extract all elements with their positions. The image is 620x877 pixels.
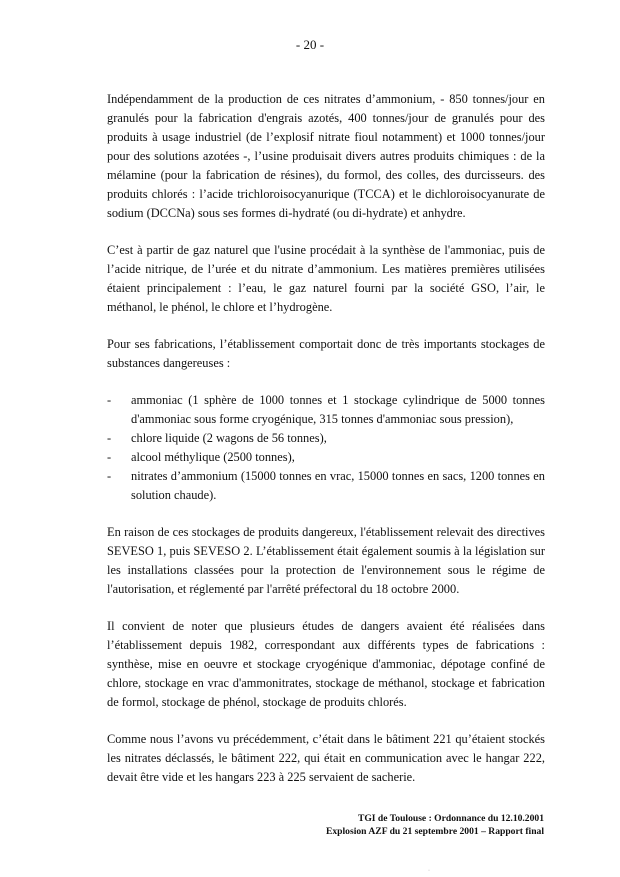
- paragraph-storage-intro: Pour ses fabrications, l’établissement comportait donc de très importants stockages de substances dangereuses :: [107, 337, 545, 370]
- paragraph-seveso: En raison de ces stockages de produits dangereux, l'établissement relevait des directives SEVESO 1, puis SEVESO 2. L’établissement était également soumis à la législation sur les installations classées pour la protection de l'environnement sous le régime de l'autorisation, et réglementé par l'arrêté préfectoral du 18 octobre 2000.: [107, 525, 545, 596]
- list-dash: -: [107, 393, 112, 407]
- paragraph-raw-materials: C’est à partir de gaz naturel que l'usine procédait à la synthèse de l'ammoniac, puis de l’acide nitrique, de l’urée et du nitrate d’ammonium. Les matières premières utilisées étaient principalement : l’eau, le gaz naturel fourni par la société GSO, l’air, le méthanol, le phénol, le chlore et l’hydrogène.: [107, 243, 545, 314]
- list-item-text: chlore liquide (2 wagons de 56 tonnes),: [131, 431, 327, 445]
- list-item: [107, 448, 545, 467]
- list-item-text: nitrates d’ammonium (15000 tonnes en vrac, 15000 tonnes en sacs, 1200 tonnes en solution chaude).: [131, 469, 545, 502]
- list-item: [107, 467, 545, 505]
- paragraph-production: Indépendamment de la production de ces nitrates d’ammonium, - 850 tonnes/jour en granulés pour la fabrication d'engrais azotés, 400 tonnes/jour de granulés pour des produits à usage industriel (de l’explosif nitrate fioul notamment) et 1000 tonnes/jour pour des solutions azotées -, l’usine produisait divers autres produits chimiques : de la mélamine (pour la fabrication de résines), du formol, des colles, des durcisseurs. des produits chlorés : l’acide trichloroisocyanurique (TCCA) et le dichloroisocyanurate de sodium (DCCNa) sous ses formes di-hydraté (ou di-hydrate) et anhydre.: [107, 92, 545, 220]
- list-item: [107, 391, 545, 429]
- document-body: [107, 90, 545, 805]
- list-item-text: alcool méthylique (2500 tonnes),: [131, 450, 295, 464]
- list-dash: -: [107, 469, 112, 483]
- scan-mark: ·: [428, 868, 430, 874]
- footer-report-line: Explosion AZF du 21 septembre 2001 – Rapport final: [325, 826, 544, 837]
- paragraph-hazard-studies: Il convient de noter que plusieurs études de dangers avaient été réalisées dans l’établissement depuis 1982, correspondant aux différents types de fabrications : synthèse, mise en oeuvre et stockage cryogénique d'ammoniac, dépotage confiné de chlore, stockage en vrac d'ammonitrates, stockage de méthanol, stockage et fabrication de formol, stockage de phénol, stockage de produits chlorés.: [107, 619, 545, 709]
- list-dash: -: [107, 431, 112, 445]
- footer-court-line: TGI de Toulouse : Ordonnance du 12.10.2001: [357, 813, 544, 824]
- paragraph-buildings: Comme nous l’avons vu précédemment, c’était dans le bâtiment 221 qu’étaient stockés les nitrates déclassés, le bâtiment 222, qui était en communication avec le hangar 222, devait être vide et les hangars 223 à 225 servaient de sacherie.: [107, 732, 545, 784]
- page-number: - 20 -: [295, 37, 325, 52]
- list-dash: -: [107, 450, 112, 464]
- page-footer: [326, 812, 544, 838]
- list-item-text: ammoniac (1 sphère de 1000 tonnes et 1 stockage cylindrique de 5000 tonnes d'ammoniac sous forme cryogénique, 315 tonnes d'ammoniac sous pression),: [131, 393, 545, 426]
- storage-list: [107, 391, 545, 505]
- list-item: [107, 429, 545, 448]
